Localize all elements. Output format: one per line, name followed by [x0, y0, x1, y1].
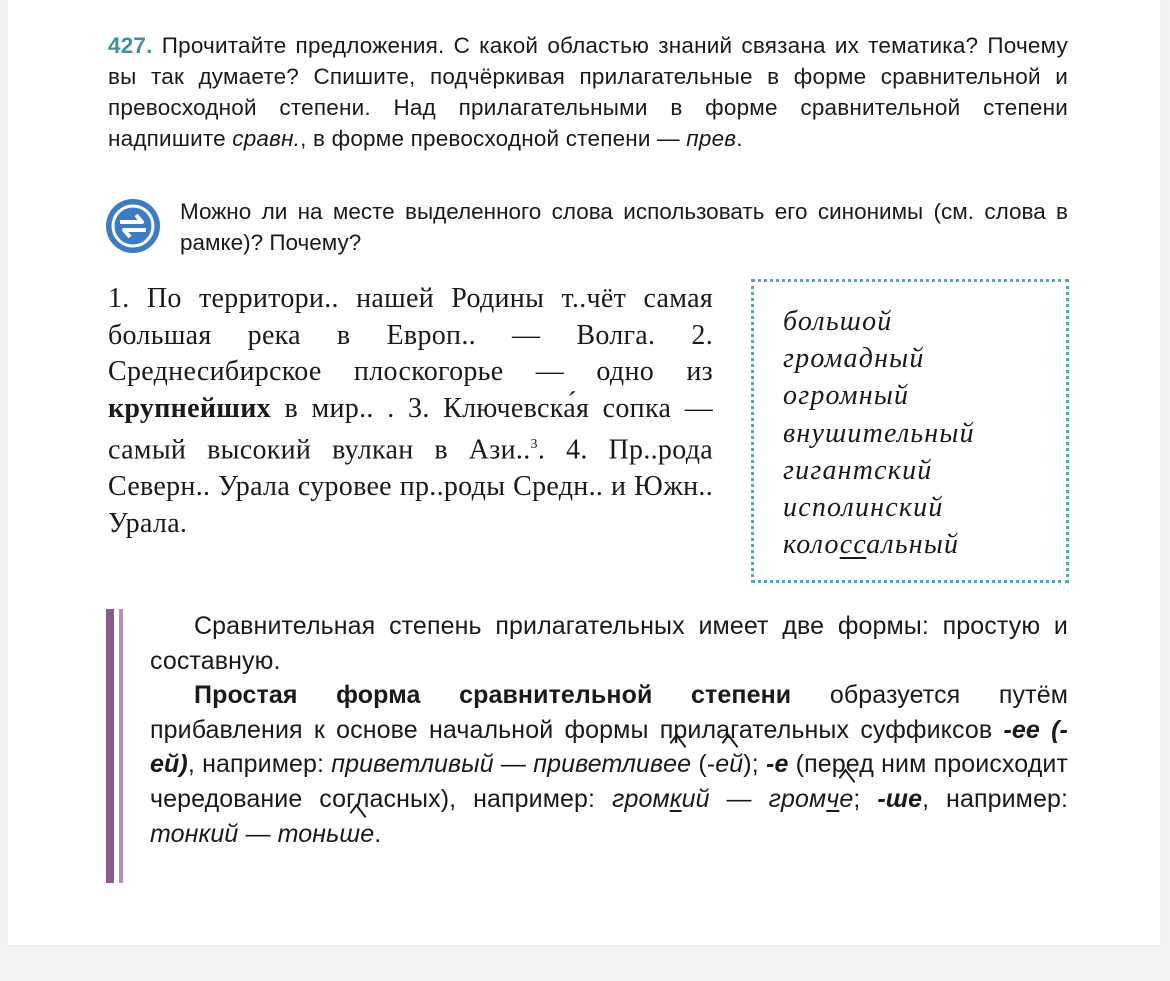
- ending-mark: е: [839, 784, 854, 813]
- exercise-instruction: 427. Прочитайте предложения. С какой областью знаний связана их тематика? Почему вы так думаете? Спишите, подчёркивая прилагательные в форме сравнительной и превосходной степени. Над прилагательными в форме сравнительной степени надпишите сравн., в форме превосходной степени — прев.: [108, 33, 1068, 151]
- synonym-exchange-icon: [106, 199, 160, 253]
- ending-mark: ее: [663, 750, 692, 779]
- exercise-number: 427.: [108, 33, 153, 58]
- ending-mark: ше: [339, 819, 375, 848]
- synonym-item: большой: [783, 306, 893, 337]
- synonym-item: колоссальный: [783, 529, 960, 561]
- synonym-question: Можно ли на месте выделенного слова использовать его синонимы (см. слова в рамке)? Почему?: [180, 199, 1068, 255]
- rule-bar-thin: [119, 609, 123, 883]
- synonym-item: исполинский: [783, 491, 944, 523]
- exercise-sentences: 1. По территори.. нашей Родины т..чёт самая большая река в Европ.. — Волга. 2. Среднесибирское плоскогорье — одно из крупнейших в мир.. . 3. Ключевска́я сопка — самый высокий вулкан в Ази..$^3$. 4. Пр..рода Северн.. Урала суровее пр..роды Средн.. и Южн.. Урала.: [108, 283, 713, 539]
- synonym-item: гигантский: [783, 454, 933, 486]
- rule-paragraph-1: Сравнительная степень прилагательных имеет две формы: простую и составную.: [150, 612, 1068, 675]
- highlighted-word: крупнейших: [108, 392, 271, 424]
- grammar-rule: [150, 609, 1068, 851]
- rule-paragraph-2: Простая форма сравнительной степени образуется путём прибавления к основе начальной формы прилагательных суффиксов -ее (-ей), например: приветливый — приветливее (-ей); -е (перед ним происходит чередование согласных), например: громкий — громче; -ше, например: тонкий — тоньше.: [150, 681, 1069, 848]
- synonym-item: огромный: [783, 380, 910, 412]
- rule-bar: [106, 609, 114, 883]
- ending-mark: ей: [715, 750, 744, 779]
- synonym-item: внушительный: [783, 417, 975, 449]
- synonyms-list: [783, 303, 975, 563]
- footnote-mark: 3: [530, 437, 538, 453]
- synonym-item: громадный: [783, 343, 925, 375]
